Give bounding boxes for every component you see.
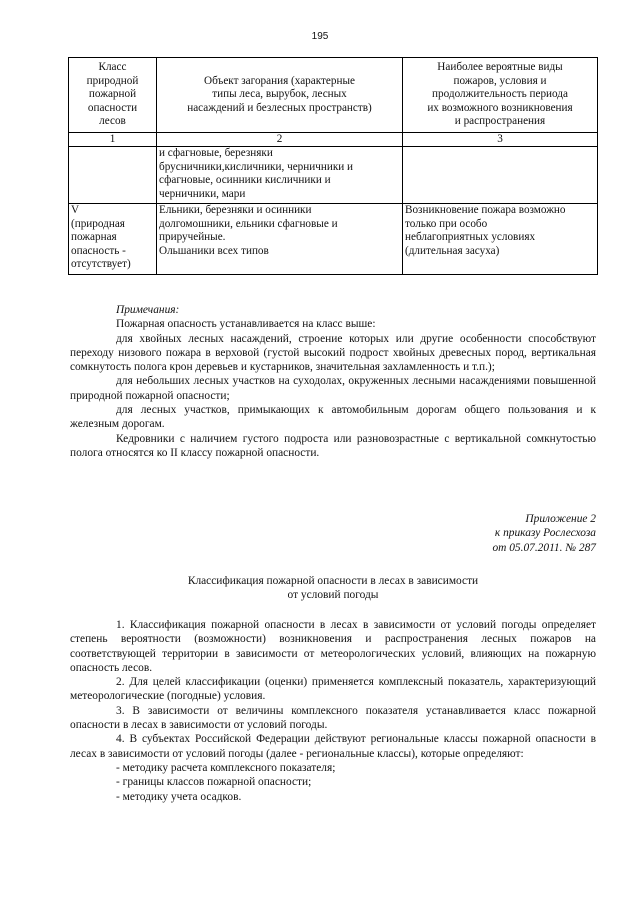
classification-body [70, 618, 596, 804]
header-object: Объект загорания (характерные типы леса, вырубок, лесных насаждений и безлесных пространств) [157, 58, 403, 133]
appendix-line: к приказу Рослесхоза [494, 527, 596, 540]
list-item: - методику расчета комплексного показателя; [116, 761, 336, 774]
note-paragraph: для небольших лесных участков на суходолах, окруженных лесными насаждениями повышенной природной пожарной опасности; [70, 375, 596, 402]
classification-paragraph: 3. В зависимости от величины комплексного показателя устанавливается класс пожарной опасности в лесах в зависимости от условий погоды. [70, 704, 596, 732]
class-cell: V (природная пожарная опасность - отсутствует) [69, 204, 157, 275]
column-number: 2 [157, 133, 403, 147]
note-paragraph: для хвойных лесных насаждений, строение которых или другие особенности способствуют переходу низового пожара в верховой (густой высокий подрост хвойных древесных пород, вертикальная сомкнутость полога крон деревьев и кустарников, значительная захламленность и т.п.); [70, 332, 596, 374]
classification-paragraph: 2. Для целей классификации (оценки) применяется комплексный показатель, характеризующий метеорологические (погодные) условия. [70, 676, 596, 703]
table-row [69, 204, 598, 275]
appendix-line: Приложение 2 [525, 513, 596, 525]
list-item: - методику учета осадков. [116, 790, 242, 803]
appendix-line: от 05.07.2011. № 287 [492, 541, 596, 554]
classification-paragraph: 1. Классификация пожарной опасности в лесах в зависимости от условий погоды определяет степень вероятности (возможности) возникновения и распространения лесных пожаров на соответствующей территории в зависимости от метеорологических условий, влияющих на пожарную опасность лесов. [70, 619, 596, 674]
conditions-cell: Возникновение пожара возможно только при особо неблагоприятных условиях (длительная засуха) [403, 204, 598, 275]
header-class: Класс природной пожарной опасности лесов [69, 58, 157, 133]
header-conditions: Наиболее вероятные виды пожаров, условия и продолжительность периода их возможного возникновения и распространения [403, 58, 598, 133]
object-cell: Ельники, березняки и осинники долгомошники, ельники сфагновые и приручейные. Ольшаники всех типов [157, 204, 403, 275]
note-paragraph: Кедровники с наличием густого подроста или разновозрастные с вертикальной сомкнутостью полога относятся ко II классу пожарной опасности. [70, 432, 596, 459]
fire-danger-table [68, 57, 598, 275]
classification-paragraph: 4. В субъектах Российской Федерации действуют региональные классы пожарной опасности в лесах в зависимости от условий погоды (далее - региональные классы), которые определяют: [70, 733, 596, 760]
classification-title: Классификация пожарной опасности в лесах в зависимости от условий погоды [187, 575, 479, 602]
table-header-row [69, 58, 598, 133]
page-number: 195 [311, 31, 329, 42]
list-item: - границы классов пожарной опасности; [116, 776, 312, 789]
class-cell [69, 147, 157, 204]
notes-section [70, 303, 596, 460]
table-row [69, 147, 598, 204]
appendix-header [360, 512, 596, 555]
notes-title: Примечания: [116, 304, 180, 316]
conditions-cell [403, 147, 598, 204]
note-paragraph: для лесных участков, примыкающих к автомобильным дорогам общего пользования и к железным дорогам. [70, 404, 596, 431]
notes-intro: Пожарная опасность устанавливается на класс выше: [116, 318, 376, 331]
column-number: 3 [403, 133, 598, 147]
column-number: 1 [69, 133, 157, 147]
column-number-row [69, 133, 598, 147]
object-cell: и сфагновые, березняки брусничники,кисличники, черничники и сфагновые, осинники кисличники и черничники, мари [157, 147, 403, 204]
